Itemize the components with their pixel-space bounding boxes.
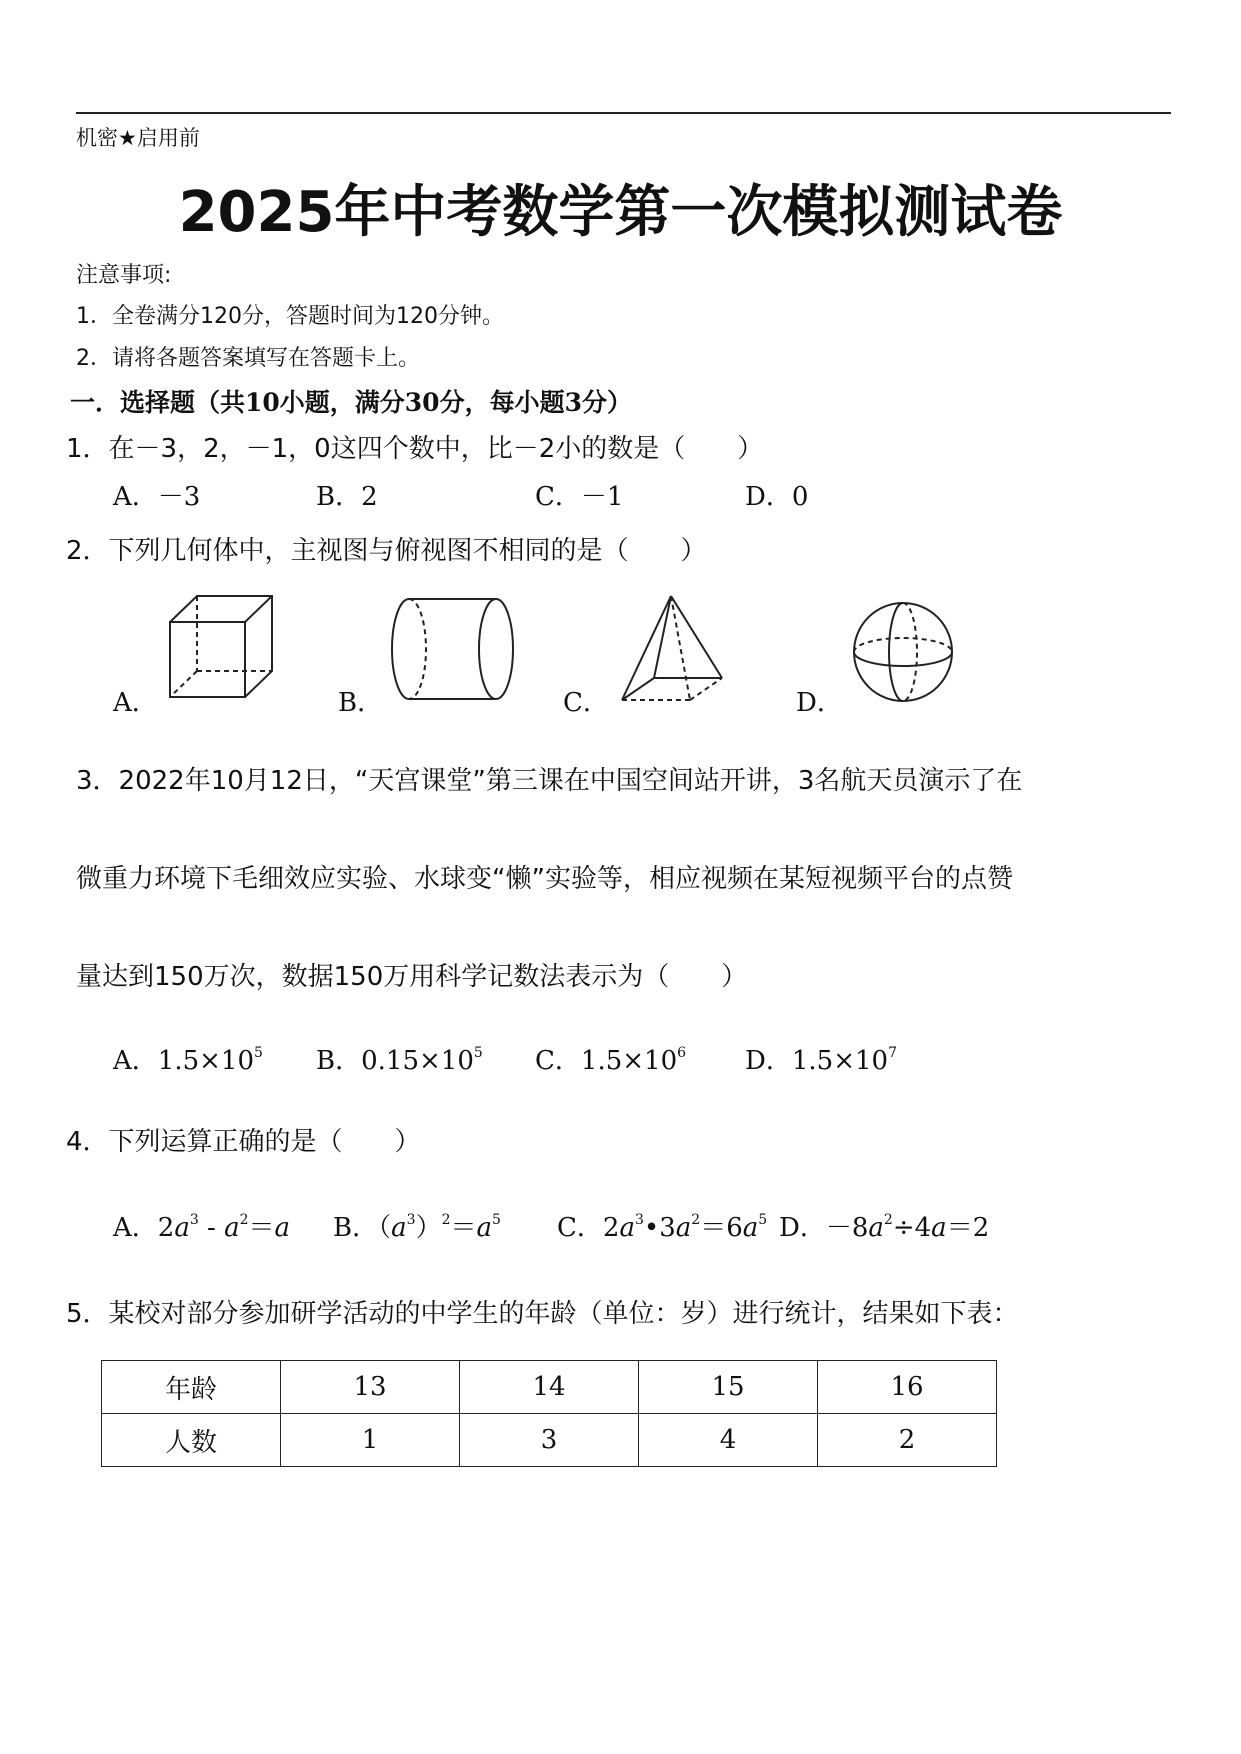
table-cell: 14 — [460, 1361, 639, 1414]
question-1-option-a: A．－3 — [113, 482, 201, 512]
table-cell: 2 — [818, 1414, 997, 1467]
question-3-option-d: D．$1.5\times 10^7$ — [745, 1045, 897, 1076]
table-cell: 13 — [281, 1361, 460, 1414]
question-5-stem: 5．某校对部分参加研学活动的中学生的年龄（单位：岁）进行统计，结果如下表： — [66, 1299, 1019, 1329]
question-4-option-a: A．$2a^3 - a^2=a$ — [113, 1212, 291, 1243]
table-row — [102, 1414, 997, 1467]
section-heading: 一．选择题（共10小题，满分30分，每小题3分） — [70, 388, 632, 417]
page-title: 2025年中考数学第一次模拟测试卷 — [178, 180, 1063, 245]
table-cell: 15 — [639, 1361, 818, 1414]
table-cell: 16 — [818, 1361, 997, 1414]
question-1-option-d: D．0 — [745, 482, 809, 512]
question-4-option-d: D．$-8a^2\div 4a=2$ — [779, 1212, 990, 1243]
question-3-option-c: C．$1.5\times 10^6$ — [535, 1045, 687, 1076]
question-3-line-2: 微重力环境下毛细效应实验、水球变“懒”实验等，相应视频在某短视频平台的点赞 — [76, 864, 1013, 894]
question-4-option-c: C．$2a^3•3a^2=6a^5$ — [557, 1212, 768, 1243]
table-cell: 4 — [639, 1414, 818, 1467]
cylinder-icon — [389, 594, 517, 704]
question-2-option-a: A． — [113, 688, 158, 718]
question-2-stem: 2．下列几何体中，主视图与俯视图不相同的是（ ） — [66, 536, 707, 566]
sphere-icon — [851, 600, 955, 704]
question-3-line-1: 3．2022年10月12日，“天宫课堂”第三课在中国空间站开讲，3名航天员演示了在 — [76, 766, 1023, 796]
question-4-option-b: B．$(a^3)^2=a^5$ — [333, 1212, 501, 1243]
header-rule — [76, 112, 1171, 114]
question-3-option-a: A．$1.5\times 10^5$ — [113, 1045, 263, 1076]
cube-icon — [166, 592, 276, 702]
table-row-header: 年龄 — [102, 1361, 281, 1414]
secret-label: 机密★启用前 — [76, 126, 200, 150]
table-row — [102, 1361, 997, 1414]
pyramid-icon — [618, 592, 728, 704]
notice-item-2: 2．请将各题答案填写在答题卡上。 — [76, 346, 420, 371]
question-1-option-c: C．－1 — [535, 482, 624, 512]
notice-heading: 注意事项: — [76, 263, 172, 288]
question-3-option-b: B．$0.15\times 10^5$ — [316, 1045, 483, 1076]
question-3-line-3: 量达到150万次，数据150万用科学记数法表示为（ ） — [76, 962, 748, 992]
question-1-option-b: B．2 — [316, 482, 378, 512]
table-cell: 1 — [281, 1414, 460, 1467]
notice-item-1: 1．全卷满分120分，答题时间为120分钟。 — [76, 304, 504, 329]
question-2-option-b: B． — [338, 688, 384, 718]
table-row-header: 人数 — [102, 1414, 281, 1467]
question-2-option-d: D． — [796, 688, 843, 718]
table-cell: 3 — [460, 1414, 639, 1467]
question-1-stem: 1．在－3，2，－1，0这四个数中，比－2小的数是（ ） — [66, 434, 764, 464]
age-table — [101, 1360, 997, 1467]
question-4-stem: 4．下列运算正确的是（ ） — [66, 1127, 421, 1157]
question-2-option-c: C． — [563, 688, 609, 718]
